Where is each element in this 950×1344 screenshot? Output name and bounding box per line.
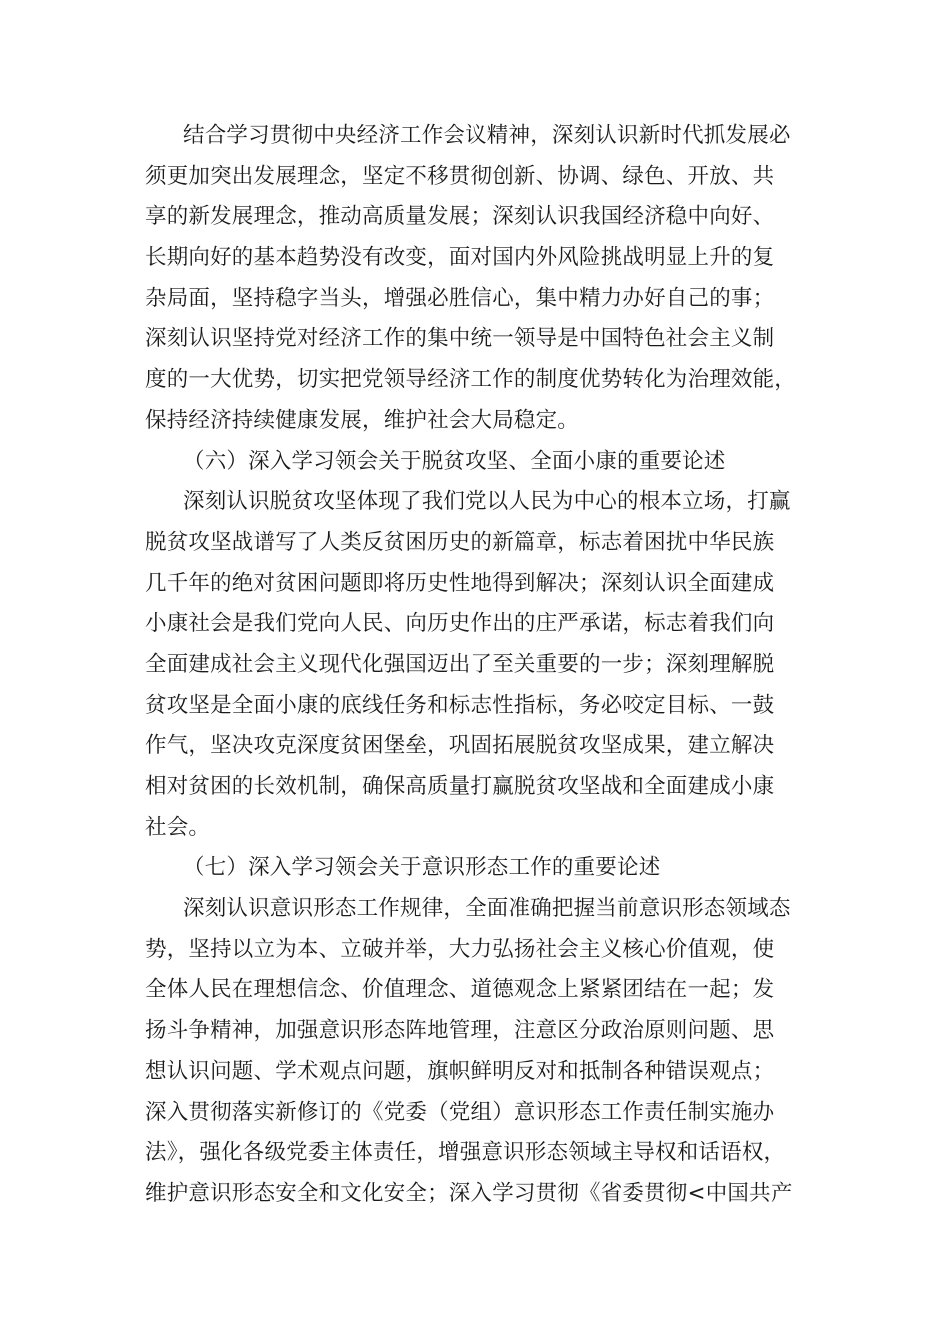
paragraph-line: 小康社会是我们党向人民、向历史作出的庄严承诺，标志着我们向 — [145, 611, 775, 637]
paragraph-line: 全体人民在理想信念、价值理念、道德观念上紧紧团结在一起；发 — [145, 977, 775, 1003]
paragraph-line: 深刻认识意识形态工作规律，全面准确把握当前意识形态领域态 — [183, 896, 791, 922]
paragraph-line: 享的新发展理念，推动高质量发展；深刻认识我国经济稳中向好、 — [145, 204, 775, 230]
paragraph-line: 几千年的绝对贫困问题即将历史性地得到解决；深刻认识全面建成 — [145, 570, 775, 596]
paragraph-line: 势，坚持以立为本、立破并举，大力弘扬社会主义核心价值观，使 — [145, 936, 775, 962]
paragraph-line: 深入贯彻落实新修订的《党委（党组）意识形态工作责任制实施办 — [145, 1099, 775, 1125]
paragraph-line: 深刻认识坚持党对经济工作的集中统一领导是中国特色社会主义制 — [145, 326, 775, 352]
paragraph-line: 结合学习贯彻中央经济工作会议精神，深刻认识新时代抓发展必 — [183, 123, 791, 148]
paragraph-line: 全面建成社会主义现代化强国迈出了至关重要的一步；深刻理解脱 — [145, 651, 775, 677]
paragraph-line: 想认识问题、学术观点问题，旗帜鲜明反对和抵制各种错误观点； — [145, 1058, 775, 1084]
paragraph-line: 扬斗争精神，加强意识形态阵地管理，注意区分政治原则问题、思 — [145, 1018, 775, 1044]
section-heading: （七）深入学习领会关于意识形态工作的重要论述 — [183, 855, 661, 881]
paragraph-line: 相对贫困的长效机制，确保高质量打赢脱贫攻坚战和全面建成小康 — [145, 774, 775, 799]
paragraph-line: 杂局面，坚持稳字当头，增强必胜信心，集中精力办好自己的事； — [145, 285, 775, 311]
paragraph-line: 脱贫攻坚战谱写了人类反贫困历史的新篇章，标志着困扰中华民族 — [145, 529, 775, 555]
paragraph-line: 社会。 — [145, 814, 211, 840]
paragraph-line: 度的一大优势，切实把党领导经济工作的制度优势转化为治理效能， — [145, 367, 797, 393]
paragraph-line: 深刻认识脱贫攻坚体现了我们党以人民为中心的根本立场，打赢 — [183, 489, 791, 515]
paragraph-line: 维护意识形态安全和文化安全；深入学习贯彻《省委贯彻<中国共产 — [145, 1180, 793, 1206]
paragraph-line: 保持经济持续健康发展，维护社会大局稳定。 — [145, 407, 580, 433]
paragraph-line: 须更加突出发展理念，坚定不移贯彻创新、协调、绿色、开放、共 — [145, 163, 775, 189]
body-text — [145, 116, 825, 1215]
paragraph-line: 贫攻坚是全面小康的底线任务和标志性指标，务必咬定目标、一鼓 — [145, 692, 775, 718]
paragraph-line: 法》，强化各级党委主体责任，增强意识形态领域主导权和话语权， — [145, 1140, 786, 1166]
paragraph-line: 作气，坚决攻克深度贫困堡垒，巩固拓展脱贫攻坚成果，建立解决 — [145, 733, 775, 759]
paragraph-line: 长期向好的基本趋势没有改变，面对国内外风险挑战明显上升的复 — [145, 245, 775, 271]
section-heading: （六）深入学习领会关于脱贫攻坚、全面小康的重要论述 — [183, 448, 726, 474]
